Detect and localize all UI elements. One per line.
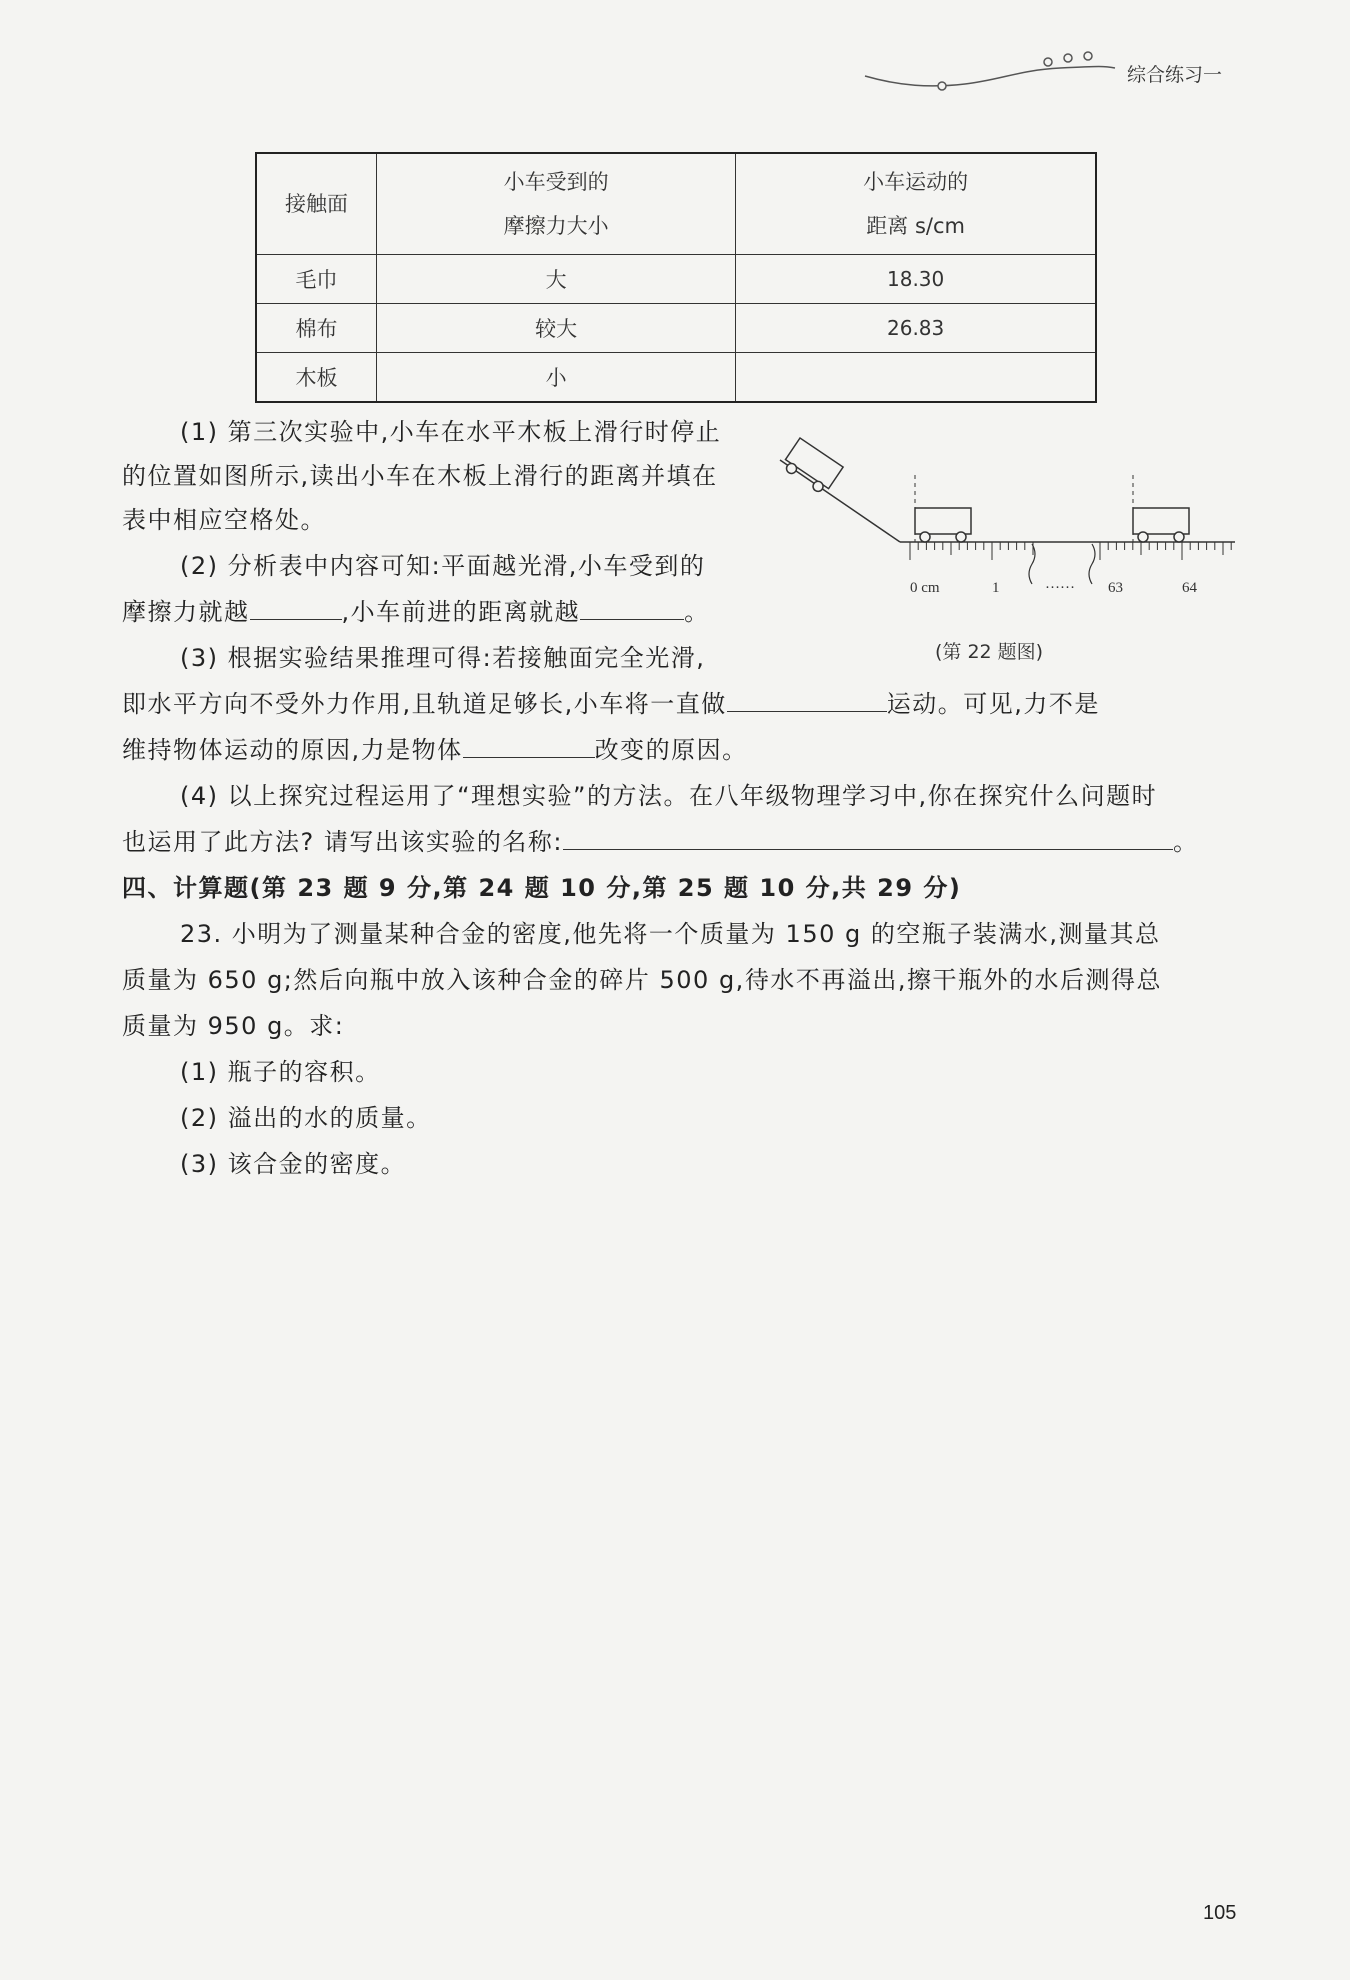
cell-distance: 18.30 <box>736 255 1096 304</box>
q23-line3: 质量为 950 g。求: <box>122 1012 345 1040</box>
q23-sub2: (2) 溢出的水的质量。 <box>180 1104 432 1132</box>
friction-table <box>255 152 1097 403</box>
q23-sub1: (1) 瓶子的容积。 <box>180 1058 381 1086</box>
header-surface: 接触面 <box>256 153 376 255</box>
answer-blank-distance[interactable] <box>580 593 684 620</box>
ruler-break-right <box>1089 544 1095 584</box>
start-cart-icon <box>915 475 971 542</box>
q23-line1: 23. 小明为了测量某种合金的密度,他先将一个质量为 150 g 的空瓶子装满水,测量其总 <box>180 920 1161 948</box>
ramp-cart-icon <box>780 438 843 496</box>
q22-p4-line1: (4) 以上探究过程运用了“理想实验”的方法。在八年级物理学习中,你在探究什么问题时 <box>180 782 1158 810</box>
section4-title: 四、计算题(第 23 题 9 分,第 24 题 10 分,第 25 题 10 分,共 29 分) <box>122 874 962 902</box>
cell-distance-blank[interactable] <box>736 353 1096 403</box>
answer-blank-state[interactable] <box>463 731 595 758</box>
q22-p3-line3: 维持物体运动的原因,力是物体 改变的原因。 <box>122 728 748 772</box>
q22-p3-line1: (3) 根据实验结果推理可得:若接触面完全光滑, <box>180 644 706 672</box>
ruler-label-zero: 0 cm <box>910 580 940 596</box>
q23-sub3: (3) 该合金的密度。 <box>180 1150 407 1178</box>
cell-surface: 毛巾 <box>256 255 376 304</box>
table-row <box>256 353 1096 403</box>
cell-surface: 木板 <box>256 353 376 403</box>
answer-blank-experiment[interactable] <box>563 823 1173 850</box>
q22-p2-line2: 摩擦力就越 ,小车前进的距离就越 。 <box>122 590 710 634</box>
answer-blank-friction[interactable] <box>250 593 342 620</box>
ruler-dots: …… <box>1045 576 1075 592</box>
answer-blank-motion[interactable] <box>727 685 887 712</box>
ramp-cart-ruler-diagram <box>770 420 1240 620</box>
ruler-break-left <box>1029 544 1035 584</box>
header-ornament-icon <box>860 48 1120 98</box>
header-distance: 小车运动的 距离 s/cm <box>736 153 1096 255</box>
page-number: 105 <box>1203 1902 1237 1924</box>
q22-p1-line3: 表中相应空格处。 <box>122 506 326 534</box>
q22-p1-line1: (1) 第三次实验中,小车在水平木板上滑行时停止 <box>180 418 722 446</box>
q23-line2: 质量为 650 g;然后向瓶中放入该种合金的碎片 500 g,待水不再溢出,擦干瓶外的水后测得总 <box>122 966 1162 994</box>
ruler-ticks-left <box>910 542 1033 560</box>
ruler-label-one: 1 <box>992 580 1000 596</box>
q22-p3-line2: 即水平方向不受外力作用,且轨道足够长,小车将一直做 运动。可见,力不是 <box>122 682 1100 726</box>
figure-caption: (第 22 题图) <box>935 641 1044 663</box>
table-row <box>256 255 1096 304</box>
table-header-row <box>256 153 1096 255</box>
ruler-label-63: 63 <box>1108 580 1123 596</box>
q22-p4-line2: 也运用了此方法? 请写出该实验的名称: 。 <box>122 820 1198 864</box>
q22-p2-line1: (2) 分析表中内容可知:平面越光滑,小车受到的 <box>180 552 706 580</box>
cell-friction: 较大 <box>376 304 735 353</box>
cell-friction: 大 <box>376 255 735 304</box>
ruler-label-64: 64 <box>1182 580 1197 596</box>
q22-p1-line2: 的位置如图所示,读出小车在木板上滑行的距离并填在 <box>122 462 718 490</box>
header-title: 综合练习一 <box>1127 64 1223 86</box>
end-cart-icon <box>1133 475 1189 542</box>
header-friction: 小车受到的 摩擦力大小 <box>376 153 735 255</box>
table-row <box>256 304 1096 353</box>
cell-distance: 26.83 <box>736 304 1096 353</box>
cell-friction: 小 <box>376 353 735 403</box>
cell-surface: 棉布 <box>256 304 376 353</box>
ruler-ticks-right <box>1100 542 1231 560</box>
